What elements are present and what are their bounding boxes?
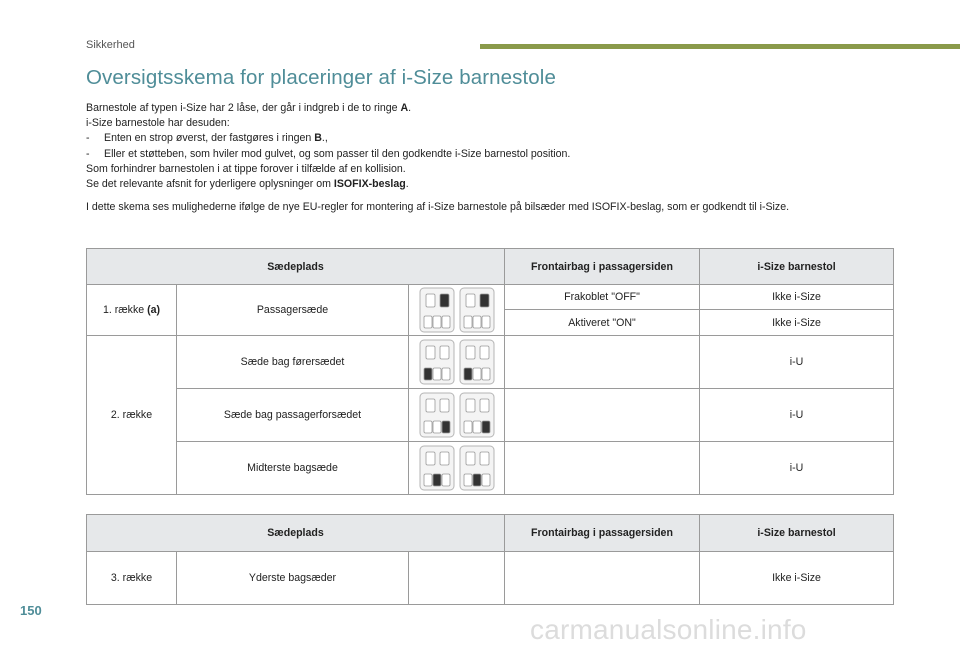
airbag-empty-a (505, 336, 700, 389)
seat-diagram-middle-rear (409, 442, 505, 495)
airbag-empty-c (505, 442, 700, 495)
airbag-empty-d (505, 552, 700, 605)
intro-paragraph-2: I dette skema ses mulighederne ifølge de nye EU-regler for montering af i-Size barnestole på bilsæder med ISOFIX-beslag, som er godkendt til i-Size. (86, 201, 790, 214)
isize-behind-passenger: i-U (700, 389, 894, 442)
seat-diagram-front-passenger (409, 285, 505, 336)
seat-diagram-empty (409, 552, 505, 605)
header-airbag: Frontairbag i passagersiden (505, 515, 700, 552)
intro-text (86, 101, 906, 215)
row-group-1: 1. række (a) (87, 285, 177, 336)
header-isize: i-Size barnestol (700, 515, 894, 552)
isize-middle-rear: i-U (700, 442, 894, 495)
page-number: 150 (20, 603, 42, 618)
intro-line-6: Se det relevante afsnit for yderligere oplysninger om ISOFIX-beslag. (86, 178, 409, 191)
seat-diagram-behind-driver (409, 336, 505, 389)
row-group-3: 3. række (87, 552, 177, 605)
section-label: Sikkerhed (86, 39, 135, 51)
section-bar (480, 44, 960, 49)
car-seats-diagram (417, 338, 497, 386)
header-isize: i-Size barnestol (700, 249, 894, 285)
seat-diagram-behind-passenger (409, 389, 505, 442)
isize-table-row-3 (86, 514, 894, 605)
seat-passenger: Passagersæde (177, 285, 409, 336)
isize-on: Ikke i-Size (700, 310, 894, 336)
car-seats-diagram (417, 286, 497, 334)
header-seat: Sædeplads (87, 515, 505, 552)
header-seat: Sædeplads (87, 249, 505, 285)
intro-line-3: - Enten en strop øverst, der fastgøres i ringen B., (86, 132, 328, 145)
airbag-off: Frakoblet "OFF" (505, 285, 700, 310)
row-group-2: 2. række (87, 336, 177, 495)
airbag-on: Aktiveret "ON" (505, 310, 700, 336)
intro-line-4: - Eller et støtteben, som hviler mod gulvet, og som passer til den godkendte i-Size barnestol position. (86, 147, 571, 160)
intro-line-1: Barnestole af typen i-Size har 2 låse, der går i indgreb i de to ringe A. (86, 102, 412, 114)
isize-table-rows-1-2 (86, 248, 894, 495)
header-airbag: Frontairbag i passagersiden (505, 249, 700, 285)
page-title: Oversigtsskema for placeringer af i-Size barnestole (86, 66, 556, 89)
seat-behind-driver: Sæde bag førersædet (177, 336, 409, 389)
seat-middle-rear: Midterste bagsæde (177, 442, 409, 495)
car-seats-diagram (417, 391, 497, 439)
isize-behind-driver: i-U (700, 336, 894, 389)
intro-line-2: i-Size barnestole har desuden: (86, 117, 230, 130)
seat-outer-rear: Yderste bagsæder (177, 552, 409, 605)
intro-line-5: Som forhindrer barnestolen i at tippe forover i tilfælde af en kollision. (86, 162, 406, 175)
car-seats-diagram (417, 444, 497, 492)
seat-behind-passenger: Sæde bag passagerforsædet (177, 389, 409, 442)
airbag-empty-b (505, 389, 700, 442)
isize-outer-rear: Ikke i-Size (700, 552, 894, 605)
watermark: carmanualsonline.info (530, 614, 807, 645)
isize-off: Ikke i-Size (700, 285, 894, 310)
